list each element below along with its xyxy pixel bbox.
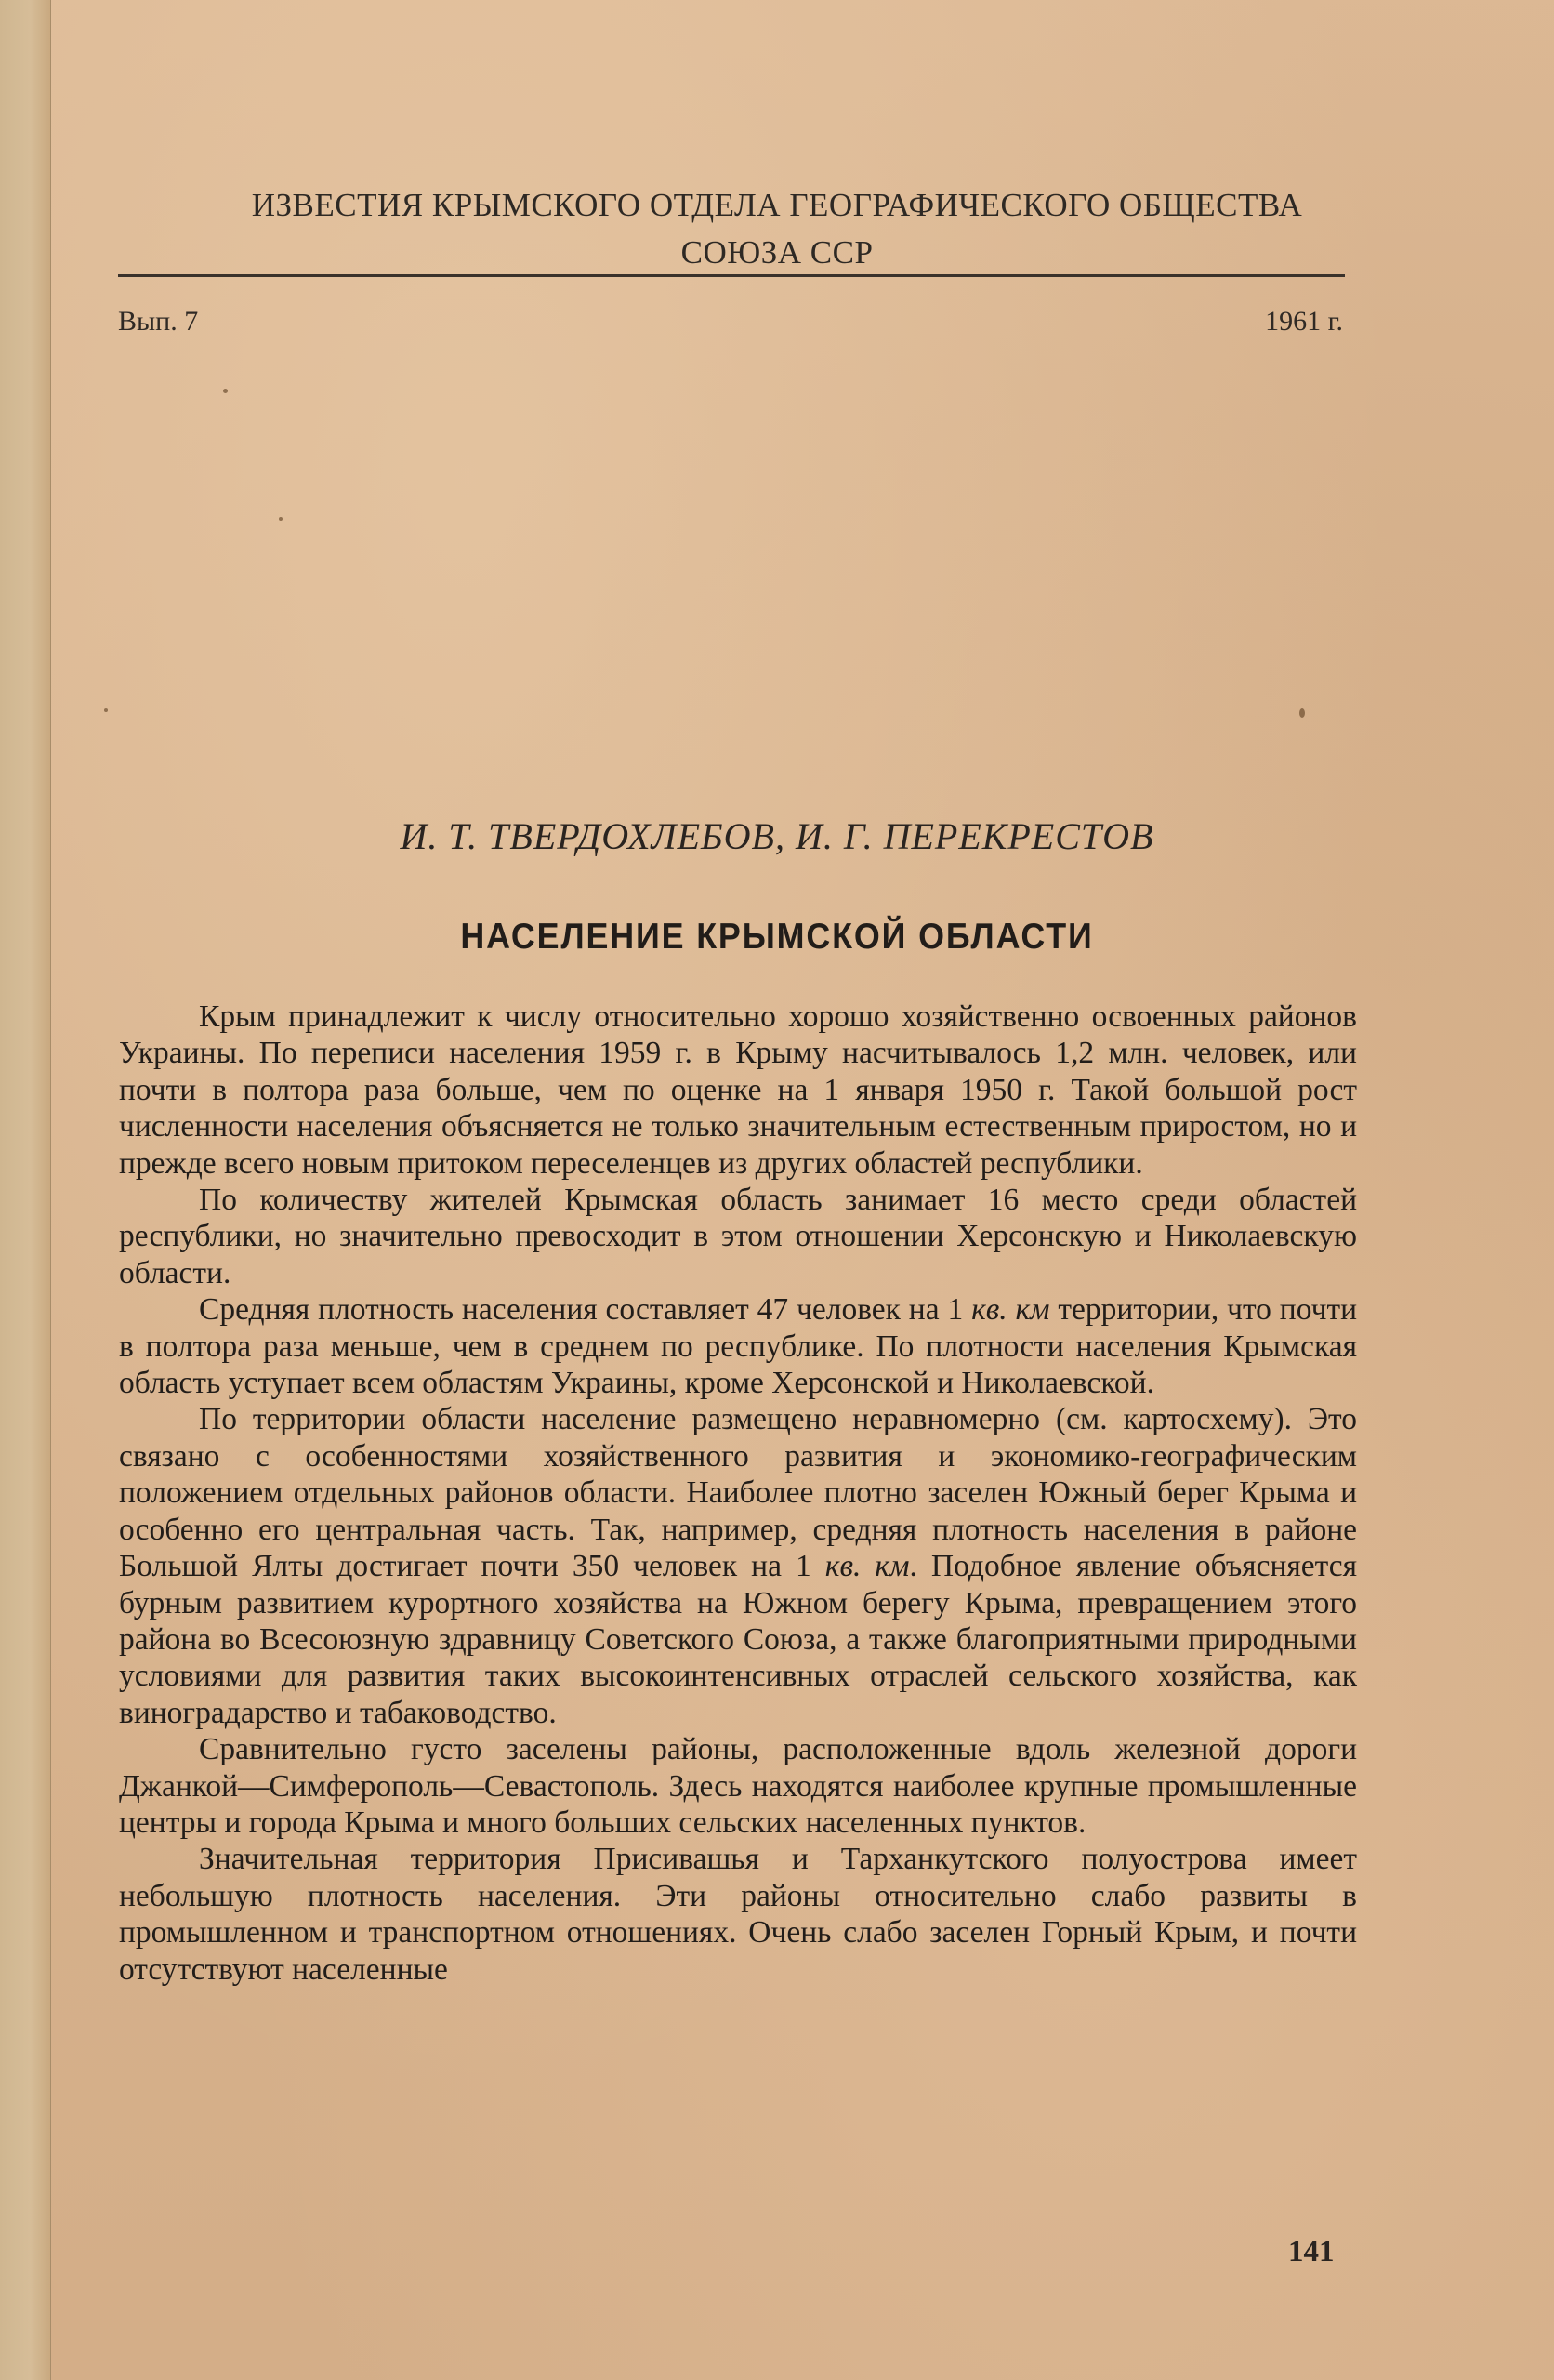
journal-title-line-2: СОЮЗА ССР <box>680 234 874 271</box>
header-rule <box>118 274 1345 277</box>
issue-number: Вып. 7 <box>118 306 199 337</box>
ink-speck <box>1299 708 1305 718</box>
paragraph-4 <box>119 1401 1357 1731</box>
paragraph-2: По количеству жителей Крымская область занимает 16 место среди областей республики, но значительно превосходит в этом отношении Херсонскую и Николаевскую области. <box>119 1183 1357 1290</box>
paragraph-1: Крым принадлежит к числу относительно хорошо хозяйственно освоенных районов Украины. По переписи населения 1959 г. в Крыму насчитывалось 1,2 млн. человек, или почти в полтора раза больше, чем по оценке на 1 января 1950 г. Такой большой рост численности населения объясняется не только значительным естественным приростом, но и прежде всего новым притоком переселенцев из других областей республики. <box>119 999 1357 1181</box>
paragraph-3 <box>119 1291 1357 1401</box>
paragraph-4-text-a: По территории области население размещено неравномерно (см. картосхему). Это связано с особенностями хозяйственного развития и экономико-географическим положением отдельных районов области. Наиболее плотно заселен Южный берег Крыма и особенно его центральная часть. Так, например, средняя плотность населения в районе Большой Ялты достигает почти 350 человек на 1 <box>119 1402 1357 1584</box>
unit-sq-km: кв. км <box>971 1292 1050 1328</box>
journal-title-line-1: ИЗВЕСТИЯ КРЫМСКОГО ОТДЕЛА ГЕОГРАФИЧЕСКОГО ОБЩЕСТВА <box>251 187 1303 223</box>
ink-speck <box>104 708 108 712</box>
paragraph-4-text-b: . Подобное явление объясняется бурным развитием курортного хозяйства на Южном берегу Крыма, превращением этого района во Всесоюзную здравницу Советского Союза, а также благоприятными природными условиями для развития таких высокоинтенсивных отраслей сельского хозяйства, как виноградарство и табаководство. <box>119 1549 1357 1730</box>
paragraph-5: Сравнительно густо заселены районы, расположенные вдоль железной дороги Джанкой—Симферополь—Севастополь. Здесь находятся наиболее крупные промышленные центры и города Крыма и много больших сельских населенных пунктов. <box>119 1732 1357 1840</box>
ink-speck <box>279 517 283 521</box>
issue-year: 1961 г. <box>1265 306 1343 337</box>
unit-sq-km: кв. км <box>824 1549 910 1584</box>
article-body <box>119 998 1357 1988</box>
article-authors: И. Т. ТВЕРДОХЛЕБОВ, И. Г. ПЕРЕКРЕСТОВ <box>400 815 1154 857</box>
page-number: 141 <box>1288 2235 1335 2268</box>
paragraph-3-text-b: территории, что почти в полтора раза меньше, чем в среднем по республике. По плотности населения Крымская область уступает всем областям Украины, кроме Херсонской и Николаевской. <box>119 1292 1358 1401</box>
paragraph-6: Значительная территория Присивашья и Тарханкутского полуострова имеет небольшую плотность населения. Эти районы относительно слабо развиты в промышленном и транспортном отношениях. Очень слабо заселен Горный Крым, и почти отсутствуют населенные <box>119 1842 1357 1987</box>
ink-speck <box>223 389 228 393</box>
article-title: НАСЕЛЕНИЕ КРЫМСКОЙ ОБЛАСТИ <box>460 917 1094 957</box>
paragraph-3-text-a: Средняя плотность населения составляет 47 человек на 1 <box>199 1292 972 1328</box>
binding-strip <box>0 0 51 2380</box>
